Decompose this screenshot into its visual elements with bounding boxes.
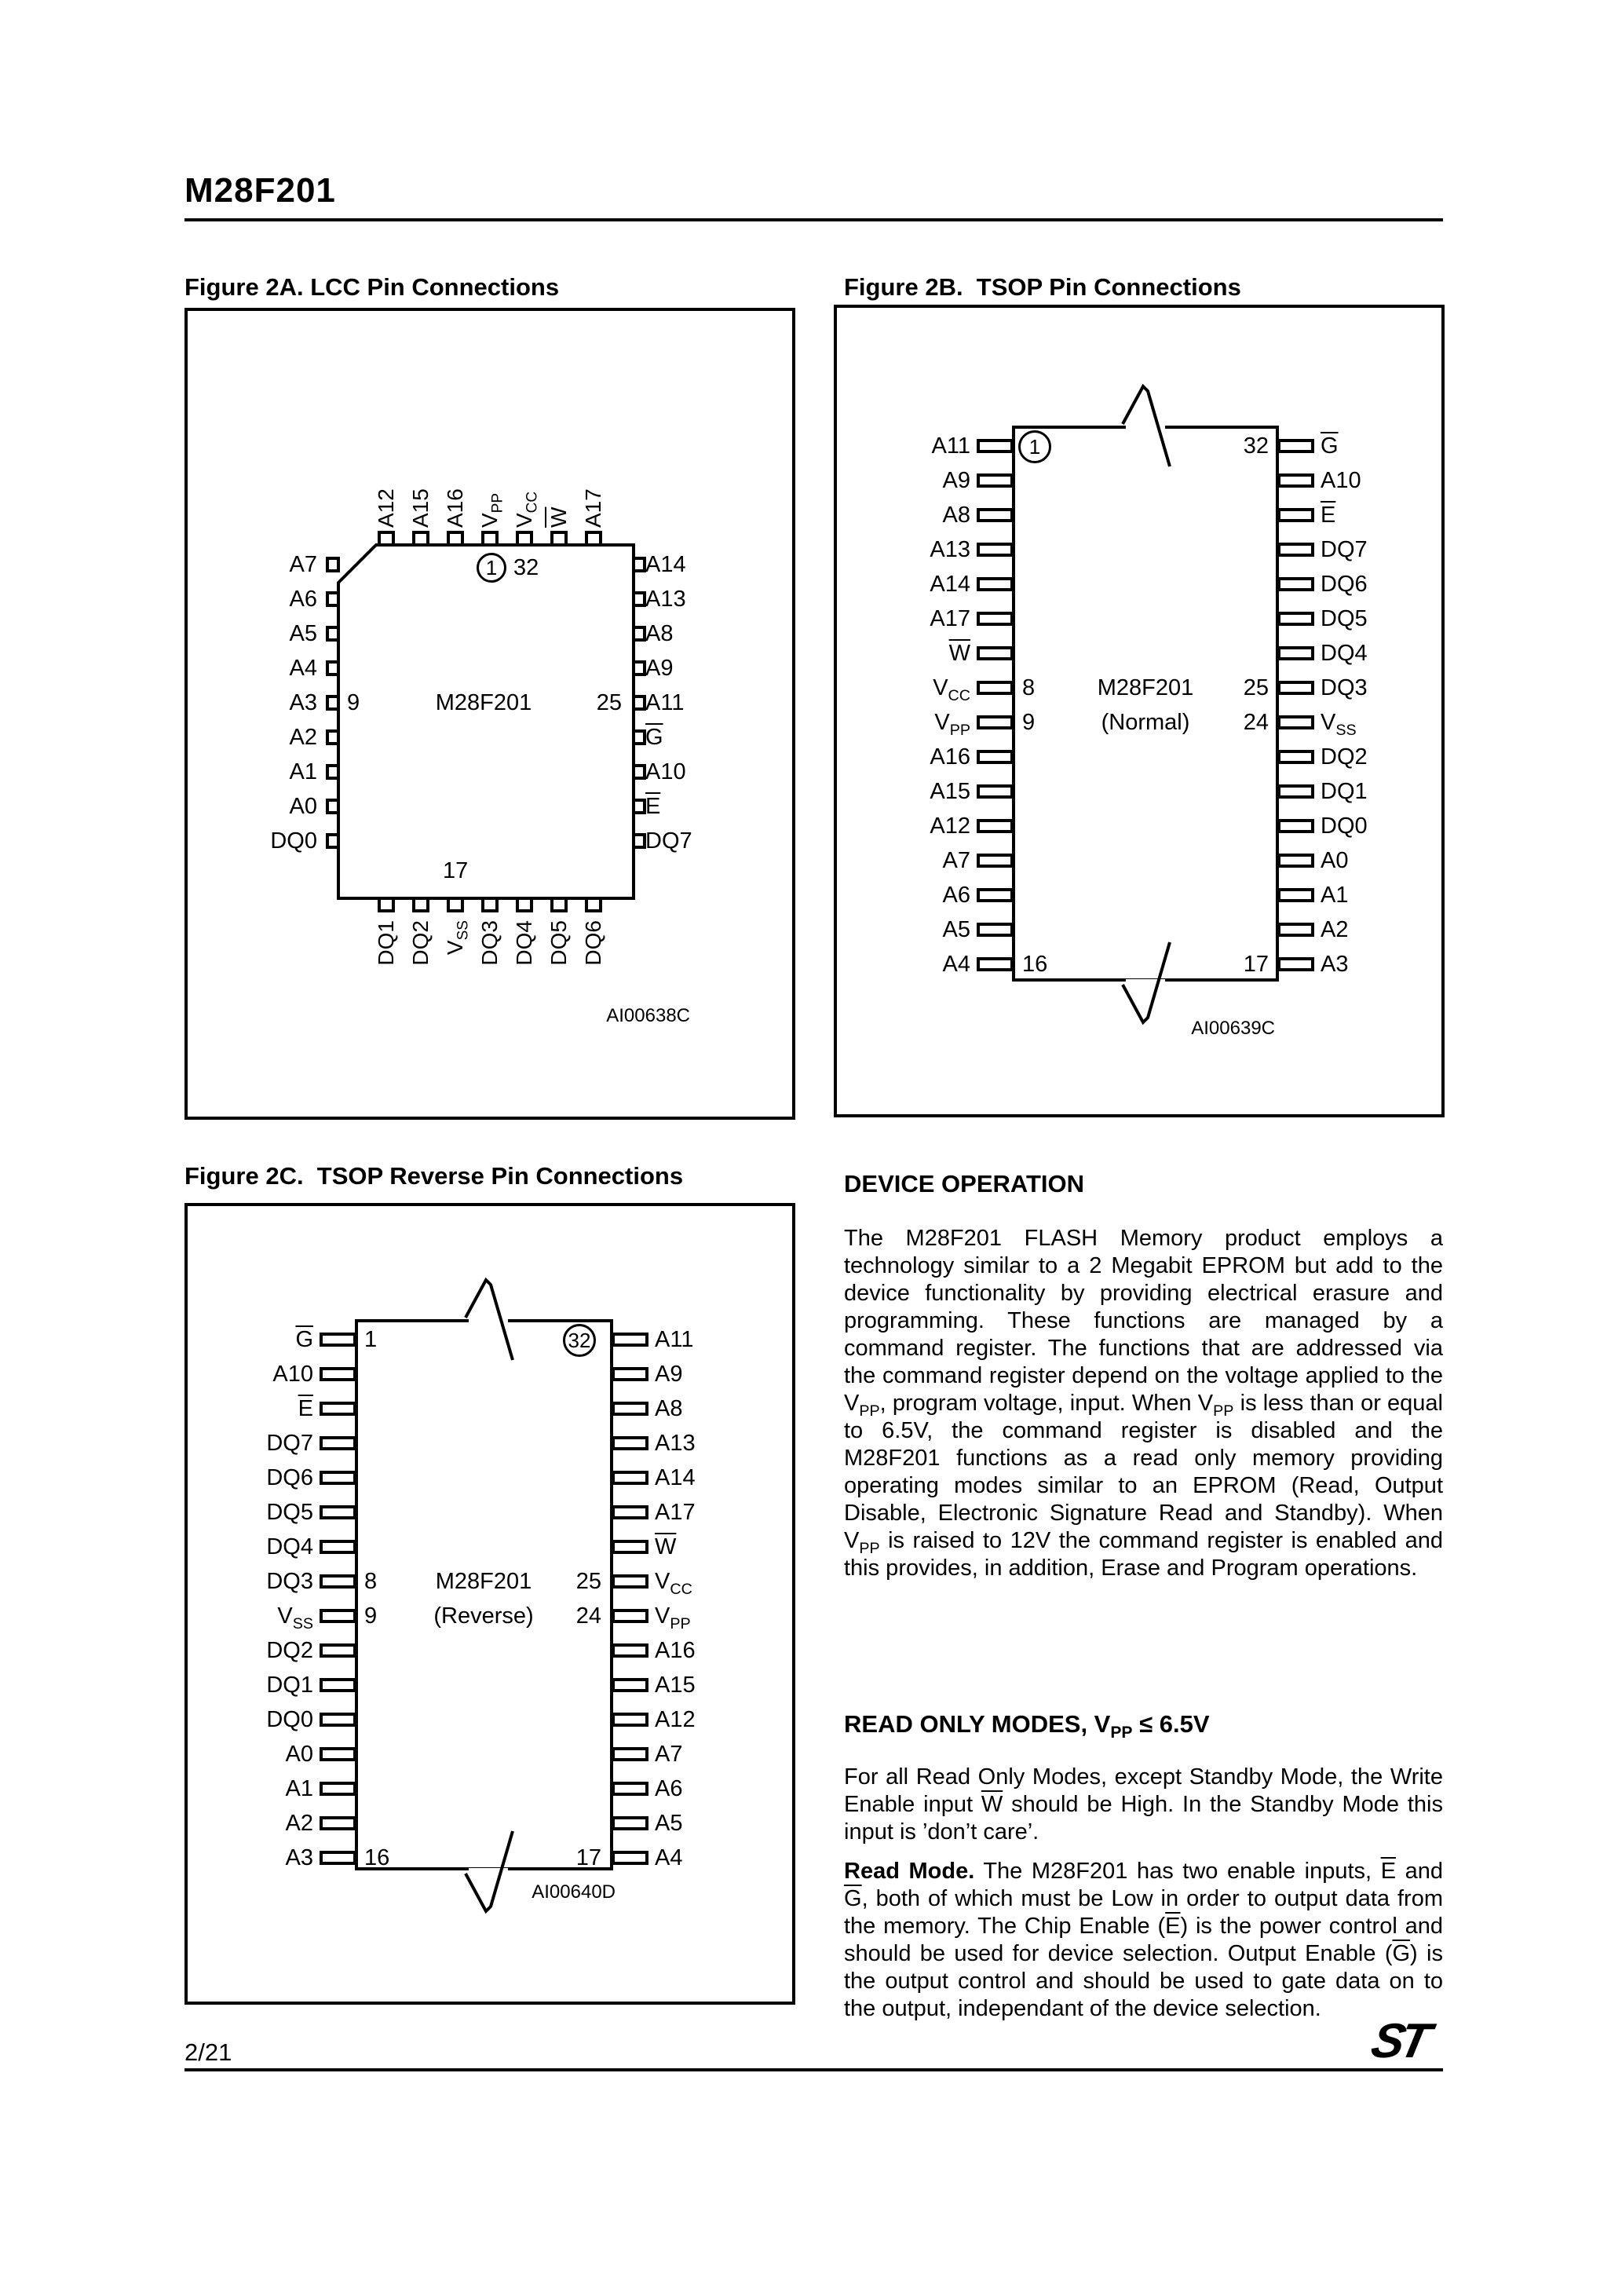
pin-label: A11: [655, 1327, 694, 1352]
pin: [320, 1505, 356, 1519]
pin: [1277, 784, 1314, 799]
pin-label: $\overline{G}$: [295, 1327, 313, 1352]
st-logo: ST: [1366, 2014, 1431, 2068]
pin-label: $V_{PP}$: [934, 710, 970, 739]
pin: [1277, 854, 1314, 868]
pin-label: DQ5: [1321, 606, 1368, 631]
pin-label: $V_{SS}$: [443, 920, 472, 956]
pin-label: A12: [374, 488, 398, 528]
pin-label: DQ5: [266, 1500, 313, 1525]
pin: [977, 612, 1014, 626]
break-mark: [462, 1825, 519, 1918]
pin-label: DQ1: [1321, 779, 1368, 804]
pin-label: A10: [1321, 468, 1361, 493]
chip-name: M28F201: [1097, 675, 1194, 700]
pin: [1277, 681, 1314, 695]
pin-number: 32: [1243, 433, 1269, 459]
pin-number: 24: [575, 1603, 601, 1629]
pin1-circle: 1: [1018, 430, 1051, 463]
pin: [320, 1471, 356, 1485]
pin-label: A2: [1321, 917, 1349, 942]
pin: [326, 695, 340, 711]
pin-label: DQ3: [1321, 675, 1368, 700]
pin-label: A11: [931, 433, 970, 459]
pin-number: 8: [364, 1569, 378, 1594]
pin: [447, 897, 464, 912]
pin-label: A16: [930, 744, 970, 770]
pin-label: A9: [645, 656, 674, 681]
pin-label: A4: [655, 1845, 683, 1870]
pin: [612, 1713, 648, 1727]
pin-label: DQ2: [408, 920, 433, 966]
pin-label: A17: [655, 1500, 696, 1525]
break-mark: [1120, 380, 1176, 473]
pin: [977, 750, 1014, 764]
pin: [320, 1851, 356, 1865]
pin-number: 17: [1243, 952, 1269, 977]
pin-label: A15: [655, 1673, 696, 1698]
pin: [612, 1505, 648, 1519]
pin: [632, 557, 646, 572]
pin: [326, 833, 340, 849]
break-mark: [1120, 936, 1176, 1029]
pin-label: A5: [942, 917, 970, 942]
pin: [320, 1367, 356, 1381]
pin-label: DQ0: [270, 828, 317, 854]
figure-ref: AI00638C: [606, 1005, 690, 1026]
pin-label: A6: [655, 1776, 683, 1801]
break-mark: [462, 1274, 519, 1366]
pin: [550, 897, 568, 912]
pin: [320, 1609, 356, 1623]
pin: [1277, 923, 1314, 937]
pin-label: A14: [655, 1465, 696, 1490]
pin-label: DQ7: [266, 1431, 313, 1456]
pin-label: A8: [942, 503, 970, 528]
pin: [585, 897, 602, 912]
pin-label: $V_{CC}$: [512, 491, 541, 528]
pin-label: $V_{SS}$: [277, 1603, 313, 1632]
pin-label: A15: [930, 779, 970, 804]
pin-label: A4: [942, 952, 970, 977]
read-mode-lead: Read Mode.: [844, 1859, 975, 1884]
pin-label: A2: [289, 725, 317, 750]
header-rule: [184, 218, 1443, 221]
pin-label: $\overline{E}$: [1321, 503, 1336, 528]
pin-number: 17: [443, 858, 469, 883]
pin-number: 24: [1243, 710, 1269, 735]
pin-label: DQ6: [1321, 572, 1368, 597]
pin-label: $V_{PP}$: [655, 1603, 691, 1632]
pin-label: A15: [408, 488, 433, 528]
pin: [612, 1574, 648, 1589]
pin-label: A6: [289, 587, 317, 612]
pin1-circle: 32: [563, 1324, 596, 1357]
pin: [977, 854, 1014, 868]
pin-label: A10: [272, 1362, 313, 1387]
pin: [320, 1540, 356, 1554]
chip-variant: (Normal): [1101, 710, 1190, 735]
pin: [632, 626, 646, 642]
pin-label: A7: [942, 848, 970, 873]
pin-label: DQ1: [266, 1673, 313, 1698]
pin: [1277, 508, 1314, 522]
pin-label: A12: [930, 813, 970, 839]
pin: [612, 1333, 648, 1347]
pin: [612, 1747, 648, 1761]
pin-number: 9: [347, 690, 360, 715]
pin: [977, 819, 1014, 833]
device-operation-paragraph: The M28F201 FLASH Memory product employs a technology similar to a 2 Megabit EPROM but add to the device functionality by providing electrical erasure and programming. These functions are managed by a command register. The functions that are addressed via the command register depend on the voltage applied to the $V_{PP}$, program voltage, input. When $V_{PP}$ is less than or equal to 6.5V, the command register is disabled and the M28F201 functions as a read only memory providing operating modes similar to an EPROM (Read, Output Disable, Electronic Signature Read and Standby). When $V_{PP}$ is raised to 12V the command register is enabled and this provides, in addition, Erase and Program operations.: [844, 1226, 1444, 1581]
pin-label: A17: [930, 606, 970, 631]
pin: [632, 764, 646, 780]
pin: [977, 577, 1014, 591]
pin-label: A1: [1321, 883, 1349, 908]
figure-ref: AI00640D: [532, 1881, 616, 1903]
pin-label: A1: [289, 759, 317, 784]
page-number: 2/21: [184, 2038, 232, 2066]
pin-label: A13: [930, 537, 970, 562]
pin: [320, 1402, 356, 1416]
pin: [977, 646, 1014, 660]
pin: [320, 1747, 356, 1761]
pin-label: A5: [289, 621, 317, 646]
pin-label: A9: [942, 468, 970, 493]
pin-number: 25: [596, 690, 622, 715]
pin: [378, 897, 395, 912]
pin-label: DQ5: [546, 920, 571, 966]
read-only-modes-heading: READ ONLY MODES, $V_{PP} \le 6.5V$: [844, 1710, 1210, 1742]
chip-body: [355, 1319, 613, 1870]
chip-name: M28F201: [435, 690, 532, 715]
pin-label: $V_{PP}$: [477, 492, 506, 528]
pin-label: DQ7: [645, 828, 692, 854]
pin-label: A17: [581, 488, 605, 528]
pin-label: A13: [645, 587, 686, 612]
pin: [320, 1816, 356, 1830]
pin-label: A12: [655, 1707, 696, 1732]
pin: [516, 531, 533, 547]
pin-number: 16: [364, 1845, 390, 1870]
pin: [326, 626, 340, 642]
pin: [612, 1643, 648, 1658]
pin: [612, 1540, 648, 1554]
figure-ref: AI00639C: [1191, 1018, 1275, 1039]
read-only-modes-paragraph: For all Read Only Modes, except Standby Mode, the Write Enable input $\overline{W}$ should be High. In the Standby Mode this input is ’don’t care’.: [844, 1764, 1443, 1844]
chip-name: M28F201: [435, 1569, 532, 1594]
pin: [516, 897, 533, 912]
pin-label: A6: [942, 883, 970, 908]
pin: [612, 1367, 648, 1381]
pin: [326, 799, 340, 814]
pin-label: A14: [645, 552, 686, 577]
pin: [977, 439, 1014, 453]
pin-label: DQ7: [1321, 537, 1368, 562]
pin: [326, 764, 340, 780]
pin: [550, 531, 568, 547]
pin-label: $\overline{W}$: [655, 1534, 677, 1559]
figure-2a-box: [184, 308, 795, 1120]
pin: [1277, 439, 1314, 453]
read-mode-paragraph: [844, 1858, 1443, 2023]
pin: [447, 531, 464, 547]
pin-number: 16: [1022, 952, 1048, 977]
pin: [977, 715, 1014, 729]
pin-label: A11: [645, 690, 685, 715]
pin: [1277, 957, 1314, 971]
pin: [320, 1436, 356, 1450]
pin: [632, 695, 646, 711]
pin: [977, 473, 1014, 488]
pin-label: $\overline{W}$: [546, 506, 571, 528]
pin: [585, 531, 602, 547]
pin: [1277, 715, 1314, 729]
device-operation-heading: DEVICE OPERATION: [844, 1170, 1085, 1197]
pin: [1277, 646, 1314, 660]
pin: [1277, 819, 1314, 833]
pin: [977, 888, 1014, 902]
pin-label: DQ4: [512, 920, 536, 966]
pin: [632, 591, 646, 607]
pin: [1277, 577, 1314, 591]
pin-label: $V_{SS}$: [1321, 710, 1357, 739]
pin-label: A3: [1321, 952, 1349, 977]
pin: [320, 1713, 356, 1727]
pin-number: 25: [575, 1569, 601, 1594]
pin-label: DQ4: [266, 1534, 313, 1559]
pin-label: DQ1: [374, 920, 398, 966]
pin: [412, 531, 429, 547]
pin: [612, 1471, 648, 1485]
pin-label: A16: [443, 488, 467, 528]
pin-label: A5: [655, 1811, 683, 1836]
pin-label: A3: [285, 1845, 313, 1870]
pin: [977, 923, 1014, 937]
pin-label: A16: [655, 1638, 696, 1663]
pin: [612, 1609, 648, 1623]
pin: [378, 531, 395, 547]
pin: [326, 591, 340, 607]
pin1-circle: 1: [477, 553, 506, 583]
pin-number: 9: [364, 1603, 378, 1629]
pin-label: A1: [285, 1776, 313, 1801]
pin-label: DQ3: [477, 920, 502, 966]
pin-number: 9: [1022, 710, 1036, 735]
pin: [1277, 543, 1314, 557]
pin-label: DQ2: [266, 1638, 313, 1663]
pin-label: A0: [285, 1742, 313, 1767]
pin-label: $\overline{G}$: [1321, 433, 1339, 459]
pin: [977, 957, 1014, 971]
pin-label: A2: [285, 1811, 313, 1836]
figure-2c-box: [184, 1203, 795, 2005]
pin: [612, 1436, 648, 1450]
pin-label: DQ2: [1321, 744, 1368, 770]
pin: [320, 1643, 356, 1658]
pin-number: 1: [364, 1327, 378, 1352]
pin: [977, 543, 1014, 557]
pin-label: A10: [645, 759, 686, 784]
pin: [632, 799, 646, 814]
pin: [612, 1782, 648, 1796]
pin-label: $V_{CC}$: [933, 675, 970, 704]
pin: [632, 833, 646, 849]
pin-label: DQ4: [1321, 641, 1368, 666]
pin: [1277, 750, 1314, 764]
pin: [632, 660, 646, 676]
pin: [977, 508, 1014, 522]
pin-label: $\overline{E}$: [645, 794, 661, 819]
pin: [612, 1678, 648, 1692]
pin-label: A7: [289, 552, 317, 577]
pin-label: DQ6: [266, 1465, 313, 1490]
pin: [326, 729, 340, 745]
pin: [612, 1851, 648, 1865]
pin: [320, 1678, 356, 1692]
pin: [326, 557, 340, 572]
pin: [481, 897, 499, 912]
pin-number: 8: [1022, 675, 1036, 700]
pin: [320, 1782, 356, 1796]
pin-label: $V_{CC}$: [655, 1569, 692, 1598]
pin-label: A9: [655, 1362, 683, 1387]
pin-label: A3: [289, 690, 317, 715]
figure-2a-title: Figure 2A. LCC Pin Connections: [184, 273, 560, 301]
pin: [632, 729, 646, 745]
pin-label: A8: [655, 1396, 683, 1421]
pin-label: $\overline{E}$: [298, 1396, 313, 1421]
pin: [481, 531, 499, 547]
pin-label: A0: [289, 794, 317, 819]
pin-label: A4: [289, 656, 317, 681]
chip-variant: (Reverse): [433, 1603, 534, 1629]
pin: [412, 897, 429, 912]
pin: [977, 784, 1014, 799]
figure-2b-box: [834, 305, 1445, 1117]
page-title: M28F201: [184, 171, 336, 210]
pin: [326, 660, 340, 676]
pin: [1277, 612, 1314, 626]
chip-body: [1012, 426, 1279, 982]
pin-label: DQ0: [1321, 813, 1368, 839]
pin-label: A7: [655, 1742, 683, 1767]
pin-label: A13: [655, 1431, 696, 1456]
pin: [320, 1574, 356, 1589]
pin: [320, 1333, 356, 1347]
pin-label: A14: [930, 572, 970, 597]
pin-number: 17: [575, 1845, 601, 1870]
pin: [977, 681, 1014, 695]
figure-2c-title: Figure 2C. TSOP Reverse Pin Connections: [184, 1162, 684, 1190]
pin-label: A0: [1321, 848, 1349, 873]
pin: [612, 1402, 648, 1416]
pin-label: A8: [645, 621, 674, 646]
pin-label: $\overline{W}$: [948, 641, 970, 666]
pin-label: DQ0: [266, 1707, 313, 1732]
footer-rule: [184, 2068, 1443, 2071]
pin-label: DQ3: [266, 1569, 313, 1594]
pin-number: 25: [1243, 675, 1269, 700]
read-mode-text: The M28F201 has two enable inputs, $\overline{E}$ and $\overline{G}$, both of which must be Low in order to output data from the memory. The Chip Enable $(\overline{E})$ is the power control and should be used for device selection. Output Enable $(\overline{G})$ is the output control and should be used to gate data on to the output, independant of the device selection.: [844, 1859, 1443, 2021]
pin-label: DQ6: [581, 920, 605, 966]
pin-number: 32: [513, 555, 539, 580]
figure-2b-title: Figure 2B. TSOP Pin Connections: [844, 273, 1241, 301]
pin: [612, 1816, 648, 1830]
pin: [1277, 888, 1314, 902]
pin: [1277, 473, 1314, 488]
pin-label: $\overline{G}$: [645, 725, 663, 750]
